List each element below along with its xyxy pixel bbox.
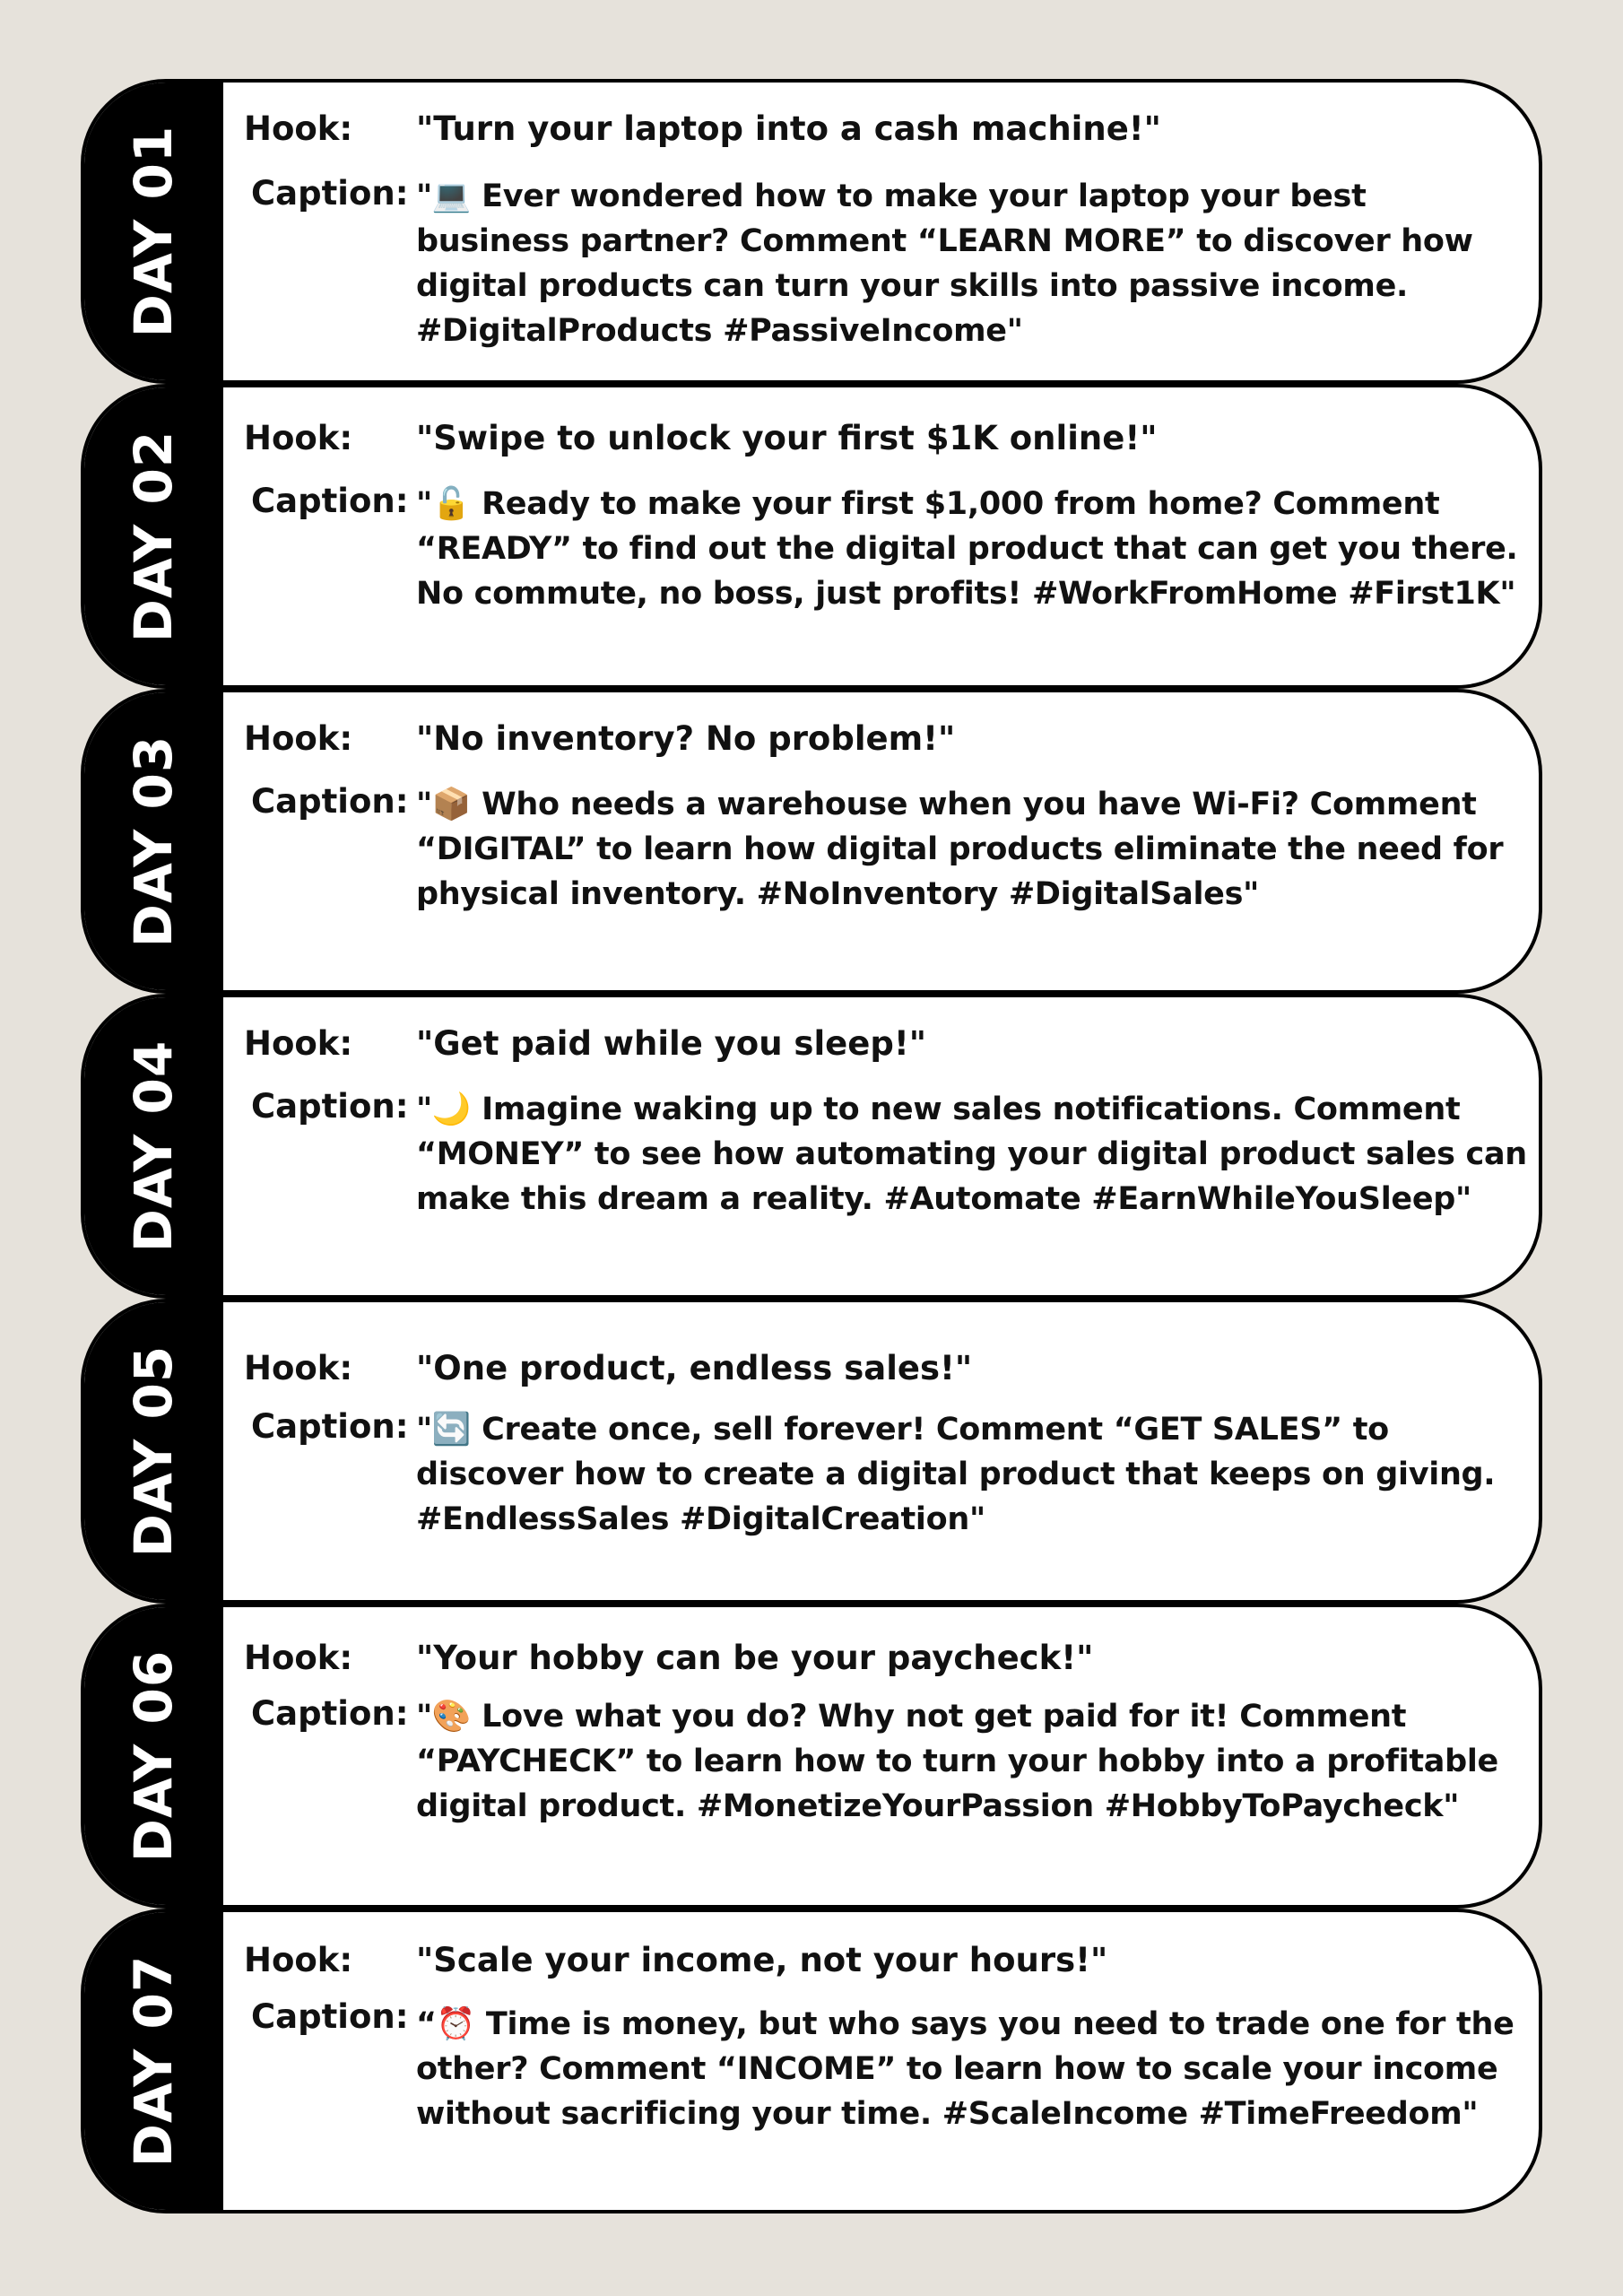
caption-text: "🌙 Imagine waking up to new sales notifications. Comment “MONEY” to see how automating your digital product sales can make this dream a reality. #Automate #EarnWhileYouSleep" bbox=[416, 1091, 1527, 1217]
day-tab bbox=[84, 1912, 223, 2210]
hook-text: "Scale your income, not your hours!" bbox=[416, 1941, 1108, 1979]
day-label: DAY 03 bbox=[123, 735, 184, 948]
caption-label: Caption: bbox=[251, 1997, 409, 2036]
day-label: DAY 01 bbox=[123, 125, 184, 338]
day-label: DAY 05 bbox=[123, 1344, 184, 1558]
day-tab bbox=[84, 997, 223, 1295]
day-tab bbox=[84, 1607, 223, 1905]
caption-text: "🎨 Love what you do? Why not get paid for it! Comment “PAYCHECK” to learn how to turn your hobby into a profitable digital product. #MonetizeYourPassion #HobbyToPaycheck" bbox=[416, 1699, 1498, 1824]
caption-label: Caption: bbox=[251, 482, 409, 520]
day-label: DAY 02 bbox=[123, 430, 184, 643]
caption-text: “⏰ Time is money, but who says you need to trade one for the other? Comment “INCOME” to learn how to scale your income without sacrificing your time. #ScaleIncome #TimeFreedom" bbox=[416, 2006, 1515, 2132]
caption-label: Caption: bbox=[251, 782, 409, 821]
caption-text: "📦 Who needs a warehouse when you have Wi-Fi? Comment “DIGITAL” to learn how digital products eliminate the need for physical inventory. #NoInventory #DigitalSales" bbox=[416, 787, 1504, 912]
hook-label: Hook: bbox=[244, 1941, 353, 1979]
caption-text: "💻 Ever wondered how to make your laptop your best business partner? Comment “LEARN MORE” to discover how digital products can turn your skills into passive income. #DigitalProducts #PassiveIncome" bbox=[416, 178, 1473, 349]
day-tab bbox=[84, 83, 223, 380]
caption-label: Caption: bbox=[251, 174, 409, 213]
caption-text: "🔄 Create once, sell forever! Comment “GET SALES” to discover how to create a digital product that keeps on giving. #EndlessSales #DigitalCreation" bbox=[416, 1412, 1496, 1537]
day-card bbox=[81, 1909, 1542, 2213]
day-label: DAY 06 bbox=[123, 1649, 184, 1863]
hook-label: Hook: bbox=[244, 1024, 353, 1063]
day-label: DAY 07 bbox=[123, 1954, 184, 2168]
hook-label: Hook: bbox=[244, 719, 353, 758]
day-card bbox=[81, 994, 1542, 1299]
day-tab bbox=[84, 387, 223, 685]
day-card bbox=[81, 1604, 1542, 1909]
hook-text: "No inventory? No problem!" bbox=[416, 719, 956, 758]
day-card bbox=[81, 79, 1542, 384]
hook-label: Hook: bbox=[244, 419, 353, 457]
day-tab bbox=[84, 1302, 223, 1600]
hook-label: Hook: bbox=[244, 1639, 353, 1677]
hook-text: "Swipe to unlock your first $1K online!" bbox=[416, 419, 1158, 457]
caption-label: Caption: bbox=[251, 1694, 409, 1733]
caption-label: Caption: bbox=[251, 1087, 409, 1126]
hook-text: "One product, endless sales!" bbox=[416, 1349, 973, 1387]
caption-label: Caption: bbox=[251, 1407, 409, 1446]
hook-text: "Get paid while you sleep!" bbox=[416, 1024, 926, 1063]
day-tab bbox=[84, 692, 223, 990]
day-label: DAY 04 bbox=[123, 1039, 184, 1253]
hook-label: Hook: bbox=[244, 109, 353, 148]
day-card bbox=[81, 1299, 1542, 1604]
caption-text: "🔓 Ready to make your first $1,000 from home? Comment “READY” to find out the digital product that can get you there. No commute, no boss, just profits! #WorkFromHome #First1K" bbox=[416, 486, 1518, 612]
hook-text: "Your hobby can be your paycheck!" bbox=[416, 1639, 1094, 1677]
day-card bbox=[81, 689, 1542, 994]
hook-label: Hook: bbox=[244, 1349, 353, 1387]
day-card bbox=[81, 384, 1542, 689]
hook-text: "Turn your laptop into a cash machine!" bbox=[416, 109, 1161, 148]
